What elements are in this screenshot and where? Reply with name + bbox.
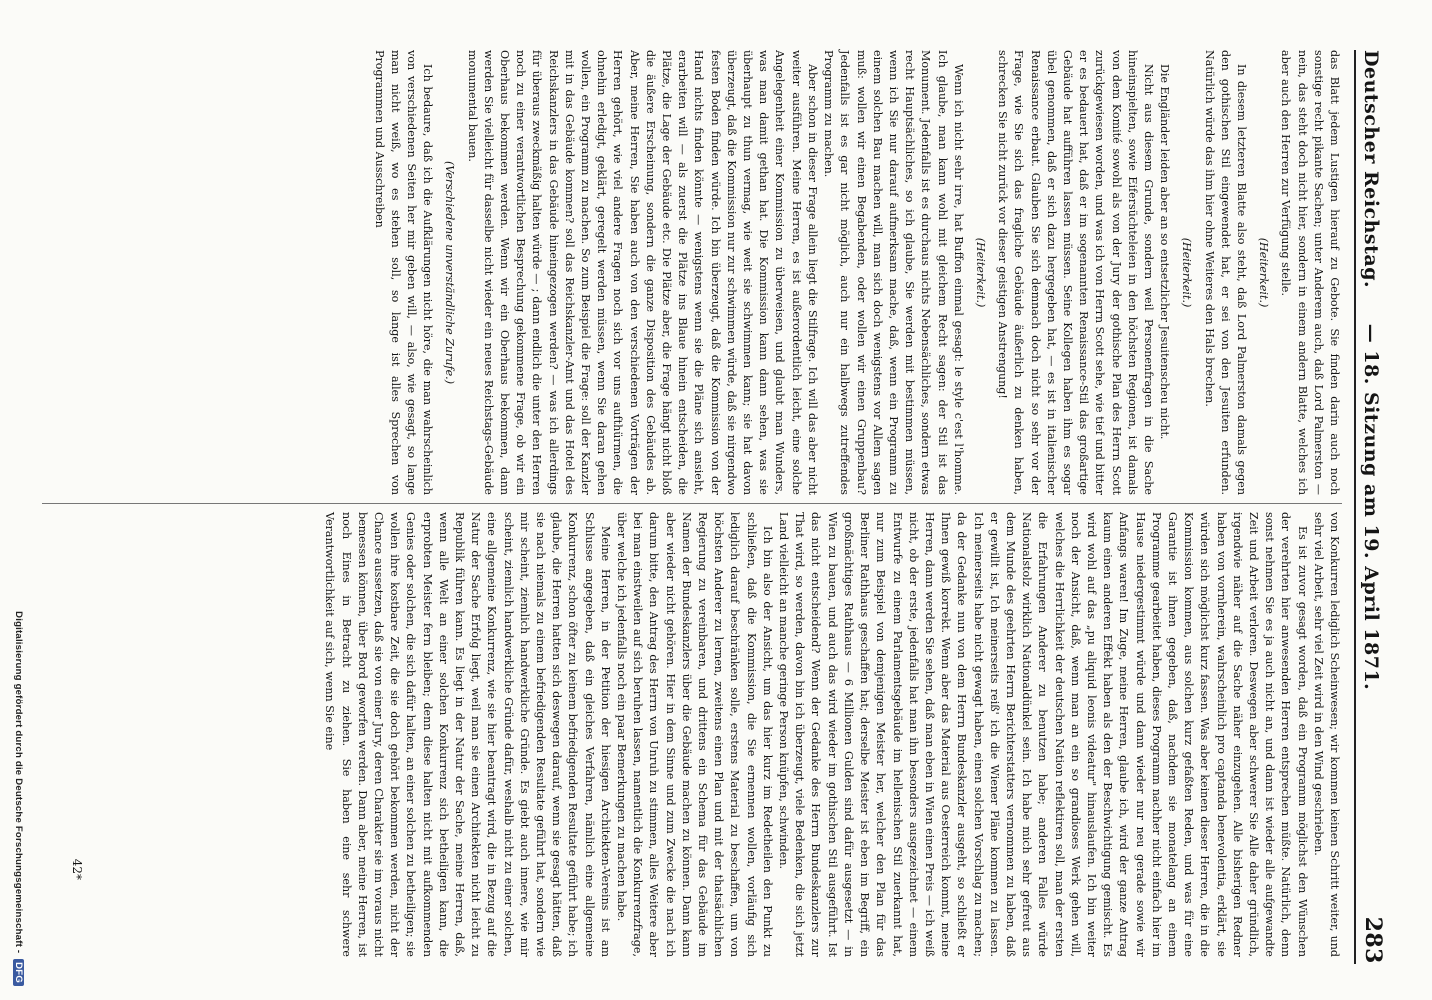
credit-text: Digitalisierung gefördert durch die Deutsche Forschungsgemeinschaft - (13, 611, 24, 954)
stage-direction: (Heiterkeit.) (1257, 237, 1271, 308)
digitization-credit (13, 611, 24, 986)
stage-direction: (Verschiedene unverständliche Zurufe.) (443, 160, 457, 385)
left-text-column (370, 50, 1342, 495)
session-title: — 18. Sitzung am 19. April 1871. (1360, 323, 1382, 691)
dfg-logo: DFG (13, 959, 24, 986)
paragraph: Es ist zuvor gesagt worden, daß ein Programm möglichst den Wünschen der verehrten hier anwesenden Herren entsprechen müßte. Natürlich, denn sonst nehmen Sie es ja auch nicht an, und dann ist wieder alle aufgewandte Zeit und Arbeit verloren. Deswegen aber schwerer Sie Alle daher gründlich, irgendwie näher auf die Sache näher einzugehen. Alle bisherigen Redner haben von vornherein, wahrscheinlich pro captanda benevolentia, erklärt, sie würden sich möglichst kurz fassen. Was aber keinen dieser Herren, die in die Kommission kommen, aus solchen kurz gefaßten Reden, und was für eine Garantie ist ihnen gegeben, daß, nachdem sie monatelang an einem Programme gearbeitet haben, dieses Programm nachher nicht einfach hier im Hause niedergestimmt würde und dann wieder nur neu gerade sowie wir Anfangs waren! Im Zuge, meine Herren, glaube ich, wird der ganze Antrag kaum einen anderen Effekt haben als den der Beschwichtigung gemischt. Es wird wohl auf das „pu aliquid leonis videatur" hinauslaufen. Ich bin weiter noch der Ansicht, daß, wenn man an ein so grandioses Werk gehen will, welches die Herrlichkeit der deutschen Nation reflektiren soll, man der ersten die Erfahrungen Anderer zu benutzen habe; anderen Falles würde Nationalstolz wirklich Nationaldünkel sein. Ich habe mich sehr gefreut aus dem Munde des geehrten Herrn Berichterstatters vernommen zu haben, daß er gewillt ist, Ich meinerseits reiß' ich die Wiener Pläne kommen zu lassen. Ich meinerseits habe nicht gewagt haben, einen solchen Vorschlag zu machen; da der Gedanke nun von dem Herrn Bundeskanzler ausgeht, so schließt er Ihnen gewiß korrekt. Wenn aber das Material aus Oesterreich kommt, meine Herren, dann werden Sie sehen, daß man eben in Wien einen Preis — ich weiß nicht, ob der erste, jedenfalls hat man ihn besonders ausgezeichnet — einem Entwurfe zu einem Parlamentsgebäude im hellenischen Stil zuerkannt hat, nur zum Beispiel von demjenigen Meister her, welcher den Plan für das Berliner Rathhaus geschaffen hat; derselbe Meister ist eben im Begriff, ein großmächtiges Rathhaus — 6 Millionen Gulden sind dafür ausgesetzt — in Wien zu bauen, und auch das wird wieder im gothischen Stil ausgeführt. Ist das nicht entscheidend? Wenn der Gedanke des Herrn Bundeskanzlers zur That wird, so werden, davon bin ich überzeugt, viele Bedenken, die sich jetzt Land vielleicht an manche geringe Person knüpfen, schwinden. (777, 512, 1309, 957)
page-header (1354, 50, 1390, 964)
stage-direction: (Heiterkeit.) (973, 237, 987, 308)
paragraph: Meine Herren, in der Petition der hiesigen Architekten-Vereins ist am Schlusse angegeben, daß ein gleiches Verfahren, nämlich eine allgemeine Konkurrenz, schon öfter zu keinem befriedigenden Resultate geführt habe; ich glaube, die Herren hatten sich deswegen darauf, wenn sie gesagt hätten, daß sie nach niemals zu einem befriedigenden Resultate geführt hat, sondern wie mir scheint, ziemlich handwerkliche Gründe. Es giebt auch innere, wie mir scheint, ziemlich handwerkliche Gründe dafür, weshalb nicht zu einer solchen, eine allgemeine Konkurrenz, wie sie hier beantragt wird, die in Bezug auf die Natur der Sache Erfolg liegt, weil man sie einen Architekten nicht leicht zu Republik führen kann. Es liegt in der Natur der Sache, meine Herren, daß, wenn alle Welt an einer solchen Konkurrenz sich betheiligen kann, die erprobten Meister fern bleiben; denn diese halten nicht mit aufkommenden Genies oder solchen, die sich dafür halten, an einer solchen zu betheiligen; sie wollen ihre kostbare Zeit, die sie doch gehört bekommen werden, nicht der Chance aussetzen, daß sie von einer Jury, deren Charakter sie im voraus nicht bemessen können, über Bord geworfen werden. Dann aber, meine Herren, ist noch Eines in Betracht zu ziehen. Sie haben eine sehr schwere Verantwortlichkeit auf sich, wenn Sie eine (323, 512, 612, 957)
paragraph: Aber schon in dieser Frage allein liegt die Stilfrage. Ich will das aber nicht weiter ausführen. Meine Herren, es ist außerordentlich leicht, eine solche Angelegenheit einer Kommission zu überweisen, und glaubt man Wunders, was man damit gethan hat. Die Kommission kann dann sehen, was sie überhaupt zu thun vermag, wie weit sie schwimmen kann; sie hat davon überzeugt, daß die Kommission nur zur schwimmen würde, daß sie nirgendwo festen Boden finden würde. Ich bin überzeugt, daß die Kommission von der Hand nichts finden könnte — wenigstens wenn sie die Pläne sich ansieht, erarbeiten will — als zuerst die Plätze ins Blaue hinein entscheiden, die Plätze, die Lage der Gebäude etc. Die Plätze aber, die Frage hängt nicht bloß die äußere Erscheinung, sondern die ganze Disposition des Gebäudes ab. Aber, meine Herren, Sie haben auch von den verschiedenen Vorträgen der Herren gehört, wie viel andere Fragen noch sich vor uns aufthürmen, die ohnehin erledigt, geklärt, geregelt werden müssen, wenn Sie daran gehen wollen, ein Programm zu machen. So zum Beispiel die Frage: soll der Kanzler mit in das Gebäude kommen? soll das Reichskanzler-Amt und das Hotel des Reichskanzlers in das Gebäude hineingezogen werden? — was ich allerdings für überaus zweckmäßig halten würde — ; dann endlich die unter den Herren noch zu einer verantwortlichen Besprechung gekommene Frage, ob wir ein Oberhaus bekommen werden. Wenn wir ein Oberhaus bekommen, dann werden Sie vielleicht für dasselbe nicht wieder ein neues Reichstags-Gebäude monumental bauen. (465, 50, 819, 495)
paragraph: Die Engländer leiden aber an so entsetzlicher Jesuitenscheu nicht. (1158, 64, 1172, 440)
paragraph: Nicht aus diesem Grunde, sondern weil Personenfragen in die Sache hineinspielten, sowie Eifersüchteleien in den höchsten Regionen, ist damals von dem Komité sowohl als von der Jury der gothische Plan des Herrn Scott zurückgewiesen worden, und was ich von Herrn Scott sehe, wie tief und bitter er es bedauert hat, daß er im sogenannten Renaissance-Stil das großartige Gebäude hat aufführen lassen müssen. Seine Kollegen haben ihm es sogar übel genommen, daß er sich dazu hergegeben hat, — es ist in italienischer Renaissance erbaut. Glauben Sie sich demnach doch nicht so sehr vor der Frage, wie Sie sich das fragliche Gebäude äußerlich zu denken haben, schrecken Sie nicht zurück vor dieser geistigen Anstrengung! (996, 50, 1155, 495)
paragraph: Ich bin also der Ansicht, um das hier kurz im Redetheilen den Punkt zu schließen, daß die Kommission, die Sie ernennen wollen, vorläufig sich lediglich darauf beschränken solle, erstens Material zu beschaffen, um von höchsten Anderer zu lernen, zweitens einen Plan und mit der thatsächlichen Regierung zu vereinbaren, und drittens ein Schema für das Gebäude im Namen der Bundeskanzlers über die Gebäude machen zu können. Dann kann aber wieder nicht gehören. Hier in dem Sinne und zum Zwecke die nach ich darum bitte, den Antrag des Herrn von Unruh zu stimmen, alles Weitere aber bei man einstweilen auf sich beruhen lassen, namentlich die Konkurrenzfrage, über welche ich jedenfalls noch ein paar Bemerkungen zu machen habe. (615, 512, 774, 957)
journal-title: Deutscher Reichstag. (1360, 50, 1382, 289)
paragraph: Wenn ich nicht sehr irre, hat Buffon einmal gesagt: le style c'est l'homme. Ich glaube, man kann wohl mit gleichem Recht sagen: der Stil ist das Monument. Jedenfalls ist es durchaus nichts Nebensächliches, sondern etwas recht Hauptsächliches, so ich glaube, Sie werden mit bestimmen müssen, wenn ich Sie nur darauf aufmerksam mache, daß, wenn ein Programm zu einem solchen Bau machen will, man sich doch wenigstens vor Allem sagen muß: wollen wir einen Begabenden, oder wollen wir einen Gruppenbau? Jedenfalls ist es gar nicht möglich, auch nur ein halbwegs zutreffendes Programm zu machen. (822, 50, 965, 495)
paragraph: von Konkurren lediglich Scheinwesen; wir kommen keinen Schritt weiter, und sehr viel Arbeit, sehr viel Zeit wird in den Wind geschrieben. (1311, 512, 1341, 957)
paragraph: das Blatt jedem Lustigen hierauf zu Gebote. Sie finden darin auch noch sonstige recht pikante Sachen; unter Anderem auch, daß Lord Palmerston — nein, das steht doch nicht hier, sondern in einem andern Blatte, welches ich aber auch den Herren zur Verfügung stelle. (1279, 50, 1341, 495)
digitization-credit-bar (0, 0, 32, 1000)
sheet-signature: 42* (70, 858, 84, 880)
paragraph: In diesem letzteren Blatte also steht, daß Lord Palmerston damals gegen den gothischen Stil eingewendet hat, er sei von den Jesuiten erfunden. Natürlich würde das ihm hier ohne Weiteres den Hals brechen. (1202, 50, 1248, 495)
stage-direction: (Heiterkeit.) (1180, 237, 1194, 308)
column-divider (42, 503, 1342, 504)
page-number: 283 (1360, 916, 1386, 964)
paragraph: Ich bedaure, daß ich die Aufklärungen nicht höre, die man wahrscheinlich von verschiedenen Seiten her mir geben will, — also, wie gesagt, so lange man nicht weiß, wo es stehen soll, so lange ist alles Sprechen von Programmen und Ausschreiben (372, 50, 435, 495)
right-text-column (321, 512, 1342, 957)
